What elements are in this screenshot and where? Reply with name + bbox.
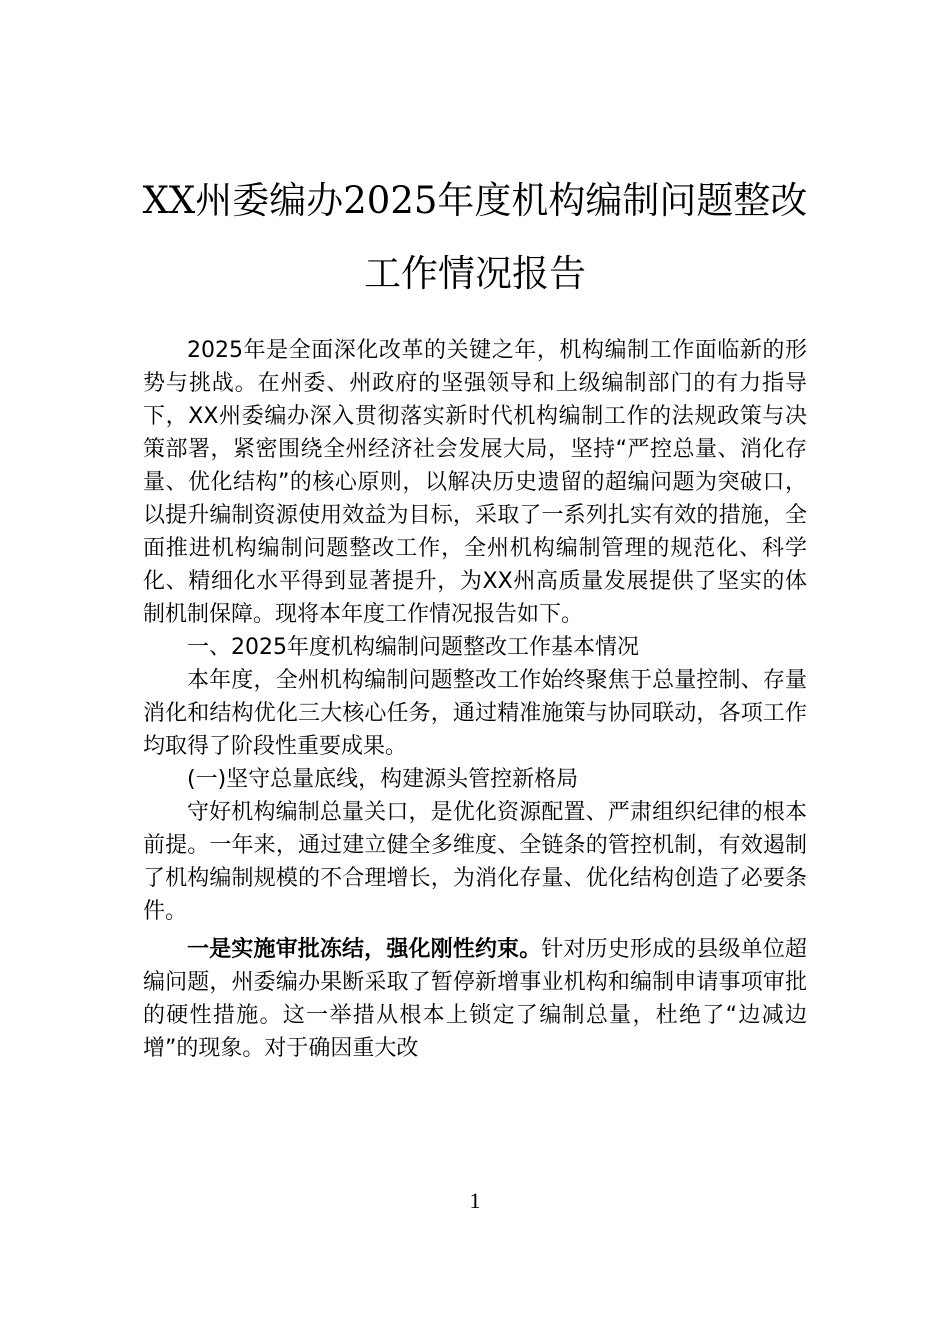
document-body xyxy=(143,334,807,1065)
page-number: 1 xyxy=(469,1188,481,1213)
summary-paragraph: 本年度，全州机构编制问题整改工作始终聚焦于总量控制、存量消化和结构优化三大核心任务，通过精准施策与协同联动，各项工作均取得了阶段性重要成果。 xyxy=(143,668,807,759)
point-1-text: 针对历史形成的县级单位超编问题，州委编办果断采取了暂停新增事业机构和编制申请事项审批的硬性措施。这一举措从根本上锁定了编制总量，杜绝了“边减边增”的现象。对于确因重大改 xyxy=(143,937,807,1061)
point-1-paragraph xyxy=(143,933,807,1065)
section-heading-1: 一、2025年度机构编制问题整改工作基本情况 xyxy=(187,635,639,660)
subsection-paragraph: 守好机构编制总量关口，是优化资源配置、严肃组织纪律的根本前提。一年来，通过建立健全多维度、全链条的管控机制，有效遏制了机构编制规模的不合理增长，为消化存量、优化结构创造了必要条件。 xyxy=(143,800,807,924)
point-1-lead: 一是实施审批冻结，强化刚性约束。 xyxy=(187,937,542,962)
document-title-line-1: XX州委编办2025年度机构编制问题整改 xyxy=(142,179,808,222)
subsection-heading-1: (一)坚守总量底线，构建源头管控新格局 xyxy=(187,767,579,792)
intro-paragraph: 2025年是全面深化改革的关键之年，机构编制工作面临新的形势与挑战。在州委、州政府的坚强领导和上级编制部门的有力指导下，XX州委编办深入贯彻落实新时代机构编制工作的法规政策与决策部署，紧密围绕全州经济社会发展大局，坚持“严控总量、消化存量、优化结构”的核心原则，以解决历史遗留的超编问题为突破口，以提升编制资源使用效益为目标，采取了一系列扎实有效的措施，全面推进机构编制问题整改工作，全州机构编制管理的规范化、科学化、精细化水平得到显著提升，为XX州高质量发展提供了坚实的体制机制保障。现将本年度工作情况报告如下。 xyxy=(143,338,807,627)
document-title-line-2: 工作情况报告 xyxy=(364,252,586,295)
